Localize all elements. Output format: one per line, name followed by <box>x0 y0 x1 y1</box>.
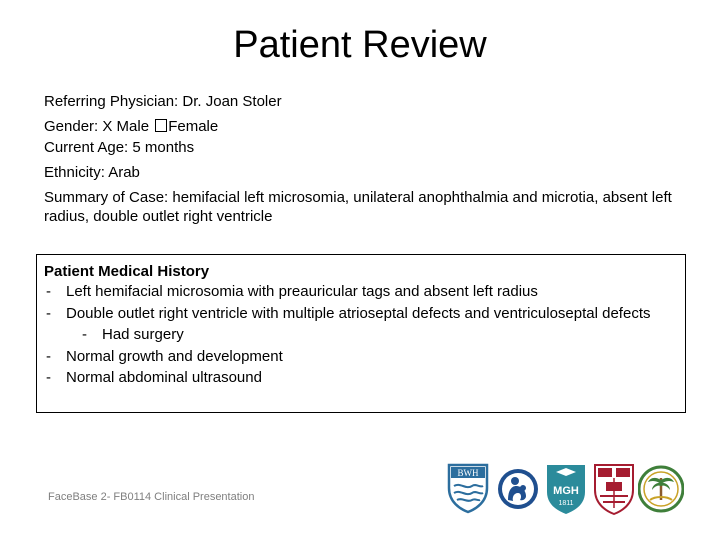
history-item <box>44 303 678 325</box>
history-subitem <box>44 324 678 346</box>
gender-line <box>44 117 694 136</box>
current-age: Current Age: 5 months <box>44 139 195 156</box>
history-item <box>44 367 678 389</box>
history-heading: Patient Medical History <box>44 263 210 280</box>
slide-footer: FaceBase 2- FB0114 Clinical Presentation <box>48 491 255 503</box>
history-subitem-text: Had surgery <box>102 326 184 343</box>
medical-history-box <box>36 254 686 413</box>
history-item-text: Double outlet right ventricle with multiple atrioseptal defects and ventriculoseptal defects <box>66 304 651 322</box>
history-item-text: Normal growth and development <box>66 347 283 365</box>
ministry-seal-icon <box>638 464 684 514</box>
history-item-text: Left hemifacial microsomia with preauricular tags and absent left radius <box>66 283 538 300</box>
ethnicity: Ethnicity: Arab <box>44 164 140 181</box>
history-item <box>44 281 678 303</box>
gender-text: Gender: X Male <box>44 118 154 135</box>
bullet-dash: - <box>46 304 51 322</box>
bullet-dash: - <box>46 369 51 386</box>
bwh-text: BWH <box>457 468 479 478</box>
slide-title: Patient Review <box>233 24 487 66</box>
mgh-year: 1811 <box>558 500 574 507</box>
childrens-hospital-logo-icon <box>496 466 540 512</box>
history-item-text: Normal abdominal ultrasound <box>66 369 262 386</box>
female-checkbox <box>155 119 167 132</box>
gender-female-label: Female <box>168 118 219 135</box>
harvard-crest-icon <box>592 462 636 516</box>
mgh-logo-icon <box>544 462 588 516</box>
bullet-dash: - <box>46 283 51 300</box>
mgh-text: MGH <box>553 485 579 497</box>
patient-info <box>44 92 694 228</box>
referring-physician: Referring Physician: Dr. Joan Stoler <box>44 93 282 110</box>
bullet-dash: - <box>82 326 87 343</box>
institution-logos <box>444 462 684 518</box>
bwh-logo-icon <box>446 462 490 514</box>
history-item <box>44 346 678 368</box>
case-summary: Summary of Case: hemifacial left microsomia, unilateral anophthalmia and microtia, absent left radius, double outlet right ventricle <box>44 189 672 225</box>
bullet-dash: - <box>46 347 51 365</box>
